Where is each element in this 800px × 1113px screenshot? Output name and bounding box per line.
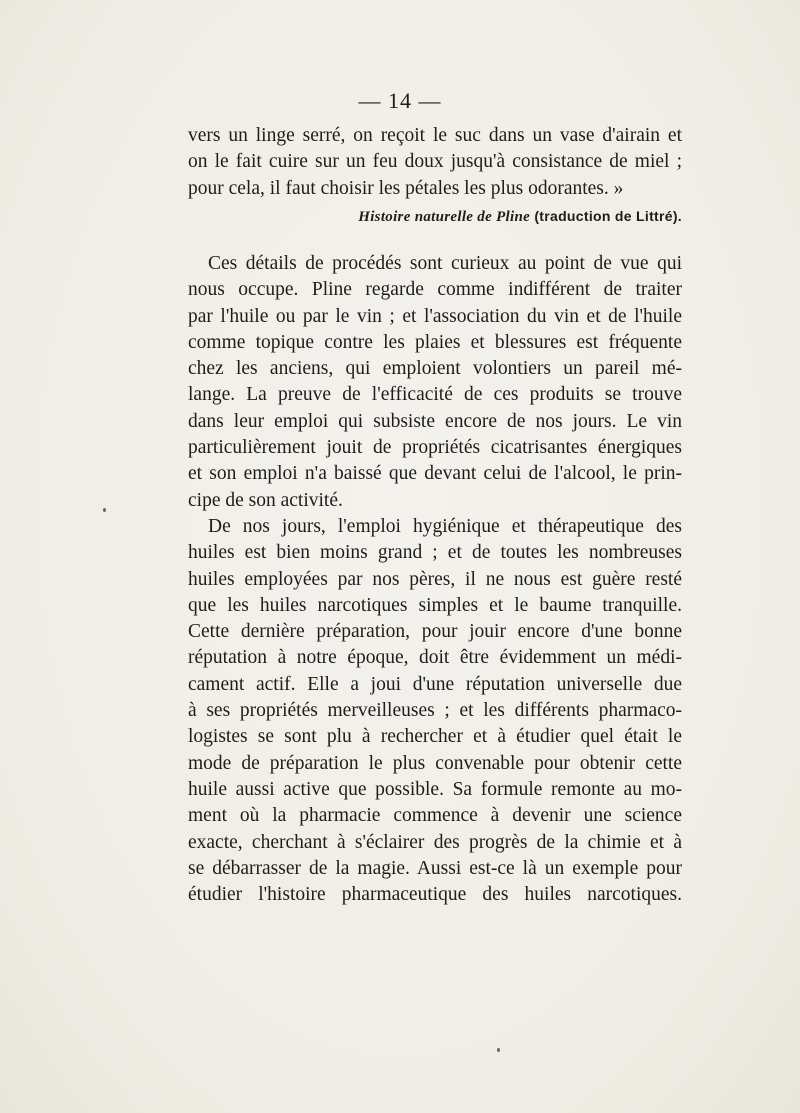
- citation-note: (traduction de Littré).: [534, 208, 682, 224]
- paragraph-line: lange. La preuve de l'efficacité de ces produits se trouve: [188, 384, 682, 406]
- paragraph-line: et son emploi n'a baissé que devant celui de l'alcool, le prin-: [188, 463, 682, 485]
- paragraph-line: étudier l'histoire pharmaceutique des huiles narcotiques.: [188, 884, 682, 906]
- paragraph-line: exacte, cherchant à s'éclairer des progrès de la chimie et à: [188, 831, 682, 853]
- paragraph-line: huiles est bien moins grand ; et de toutes les nombreuses: [188, 542, 682, 564]
- citation: [188, 207, 682, 226]
- paragraph-line: huile aussi active que possible. Sa formule remonte au mo-: [188, 778, 682, 800]
- paragraph-line: De nos jours, l'emploi hygiénique et thérapeutique des: [208, 515, 682, 537]
- quote-line: vers un linge serré, on reçoit le suc dans un vase d'airain et: [188, 125, 682, 146]
- paragraph-line: ment où la pharmacie commence à devenir une science: [188, 805, 682, 827]
- paper-speck: [103, 508, 106, 512]
- page-number: — 14 —: [358, 88, 442, 113]
- paragraph-line: cipe de son activité.: [188, 489, 343, 511]
- paragraph-line: se débarrasser de la magie. Aussi est-ce là un exemple pour: [188, 857, 682, 879]
- citation-work: Histoire naturelle de Pline: [358, 209, 531, 225]
- paragraph-line: par l'huile ou par le vin ; et l'association du vin et de l'huile: [188, 305, 682, 327]
- paragraph-line: dans leur emploi qui subsiste encore de nos jours. Le vin: [188, 410, 682, 432]
- paragraph-line: que les huiles narcotiques simples et le baume tranquille.: [188, 594, 682, 616]
- paragraph-line: réputation à notre époque, doit être évidemment un médi-: [188, 647, 682, 669]
- quotation-block: [188, 123, 682, 202]
- paragraph-line: à ses propriétés merveilleuses ; et les différents pharmaco-: [188, 700, 682, 722]
- paragraph-line: chez les anciens, qui emploient volontiers un pareil mé-: [188, 358, 682, 380]
- paragraph-line: mode de préparation le plus convenable pour obtenir cette: [188, 752, 682, 774]
- paragraph-line: particulièrement jouit de propriétés cicatrisantes énergiques: [188, 437, 682, 459]
- paragraph-line: logistes se sont plu à rechercher et à étudier quel était le: [188, 726, 682, 748]
- quote-line: on le fait cuire sur un feu doux jusqu'à consistance de miel ;: [188, 151, 682, 173]
- body-text: [188, 251, 682, 908]
- paragraph-line: cament actif. Elle a joui d'une réputation universelle due: [188, 673, 682, 695]
- quote-line: pour cela, il faut choisir les pétales les plus odorantes. »: [188, 177, 624, 199]
- paragraph-line: nous occupe. Pline regarde comme indifférent de traiter: [188, 279, 682, 301]
- paper-speck: [497, 1048, 500, 1052]
- paragraph-line: comme topique contre les plaies et blessures est fréquente: [188, 331, 682, 353]
- paragraph-line: Cette dernière préparation, pour jouir encore d'une bonne: [188, 621, 682, 643]
- paragraph-line: huiles employées par nos pères, il ne nous est guère resté: [188, 568, 682, 590]
- paragraph-line: Ces détails de procédés sont curieux au point de vue qui: [208, 253, 682, 274]
